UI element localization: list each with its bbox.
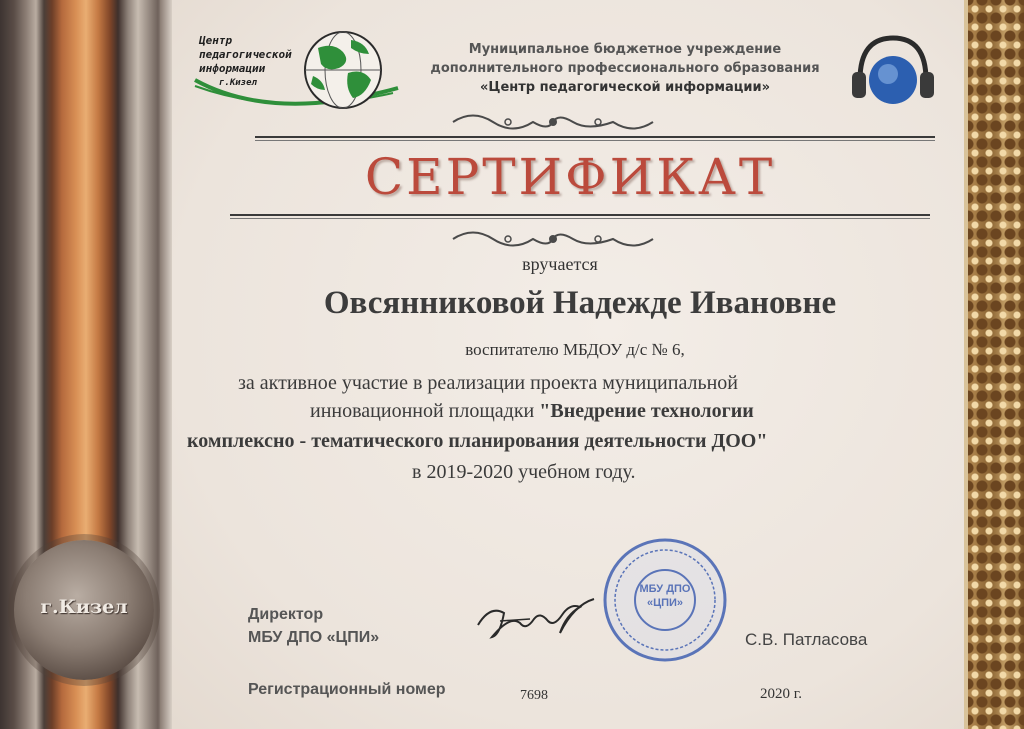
certificate-title: СЕРТИФИКАТ (364, 148, 776, 206)
registration-label: Регистрационный номер (248, 681, 446, 698)
stamp-line-2: «ЦПИ» (646, 597, 684, 609)
registration-number: 7698 (520, 688, 548, 703)
logo-left-text (199, 34, 299, 90)
medallion-text: г.Кизел (40, 596, 128, 618)
bottom-rule-thin (230, 218, 930, 219)
top-ornament-icon (448, 111, 658, 133)
signatory-name: С.В. Патласова (745, 630, 868, 649)
signatory-title-line-1: Директор (248, 606, 324, 623)
stamp-text (600, 582, 730, 610)
registration-year: 2020 г. (760, 686, 802, 702)
org-line-3: «Центр педагогической информации» (479, 80, 771, 95)
signature-icon (470, 585, 600, 655)
bottom-ornament-icon (448, 228, 658, 250)
body-line-4: в 2019-2020 учебном году. (412, 461, 636, 483)
logo-line-4: г.Кизел (219, 78, 257, 88)
ribbon-edge (160, 0, 172, 729)
org-line-2: дополнительного профессионального образования (430, 61, 820, 76)
logo-line-1: Центр (199, 34, 233, 47)
logo-line-3: информации (199, 62, 266, 75)
body-line-1: за активное участие в реализации проекта муниципальной (238, 372, 739, 394)
top-rule-thin (255, 140, 935, 141)
body-line-2-prefix: инновационной площадки (310, 400, 540, 422)
bottom-rule (230, 214, 930, 216)
organization-name (420, 40, 830, 97)
logo-line-2: педагогической (199, 48, 292, 61)
top-rule (255, 136, 935, 138)
right-ornamental-border (968, 0, 1024, 729)
org-line-1: Муниципальное бюджетное учреждение (468, 42, 782, 57)
awarded-label: вручается (522, 254, 598, 274)
signatory-title (248, 603, 379, 649)
body-line-2 (310, 400, 754, 423)
project-name-part-1: "Внедрение технологии (539, 400, 754, 422)
headphones-globe-icon (848, 30, 938, 115)
stamp-line-1: МБУ ДПО (639, 583, 691, 595)
signatory-title-line-2: МБУ ДПО «ЦПИ» (248, 629, 380, 646)
project-name-part-2: комплексно - тематического планирования деятельности ДОО" (187, 430, 768, 452)
recipient-name: Овсянниковой Надежде Ивановне (323, 285, 837, 321)
recipient-position: воспитателю МБДОУ д/с № 6, (465, 340, 685, 359)
